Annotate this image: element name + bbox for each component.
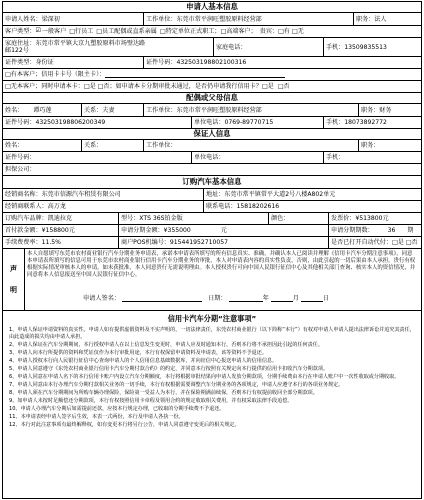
car-color-label: 颜色：	[271, 215, 290, 222]
loan-amount-value[interactable]: ¥355000	[163, 227, 191, 234]
vehicle-section-title-text: 订购汽车基本信息	[182, 176, 242, 186]
spouse-id-number-value[interactable]: 432503198806200349	[35, 119, 106, 126]
applicant-id-number-value[interactable]: 432503198802100316	[176, 59, 247, 66]
id-type	[3, 57, 143, 68]
signature-blank[interactable]	[122, 296, 202, 302]
guarantor-relation	[81, 140, 143, 151]
notice-item: 9、如申请人未按时足额偿还分期款项，本行有权按照信用卡章程及领用合约的规定收取相关费用，并有权采取法律手段追偿。	[9, 397, 293, 404]
installment-term-unit: 期	[407, 227, 414, 234]
notice-item: 1、申请人保证申请资料的真实性。申请人如有提供虚假资料及不实声明的，一切法律责任，东莞农村商业银行（以下简称“本行”）有权对申请人申请人提出法律诉讼并追究其责任，由此造成的损失均由申请人承担。	[9, 327, 415, 340]
installment-term-label: 申请分期期数：	[331, 227, 374, 234]
declaration-label-bottom: 明	[10, 285, 17, 294]
dealer-address	[203, 189, 421, 200]
applicant-mobile	[323, 38, 421, 56]
home-phone	[213, 38, 323, 56]
guarantor-position-label: 职务：	[361, 142, 380, 149]
applicant-name-label: 申请人姓名：	[5, 15, 42, 23]
spouse-row-2	[3, 117, 421, 129]
guarantor-section-title	[3, 129, 421, 140]
down-payment	[3, 225, 118, 236]
car-brand-value[interactable]: 凯迪拉克	[47, 215, 73, 222]
applicant-name-value[interactable]: 梁深初	[41, 15, 60, 23]
vehicle-row-1	[3, 189, 421, 201]
vehicle-row-4	[3, 225, 421, 237]
spouse-position	[358, 104, 421, 116]
spouse-relation-value[interactable]: 夫妻	[102, 106, 115, 114]
signature-label: 申请人签名：	[83, 294, 121, 302]
guarantee-company-label: 担保公司：	[5, 166, 36, 173]
date-month-blank[interactable]	[271, 296, 293, 302]
guarantor-employer	[143, 140, 358, 151]
client-type-option-family[interactable]: □员工配偶或直系亲属	[96, 28, 157, 35]
client-type-option-general: 一般客户	[41, 28, 67, 35]
car-model-label: 型号：	[121, 215, 140, 222]
dealer-contact-value[interactable]: 高万龙	[47, 203, 66, 210]
home-phone-label: 家庭电话：	[216, 43, 247, 51]
dealer-name-value[interactable]: 东莞市信源汽车租赁有限公司	[41, 191, 121, 198]
date-year-blank[interactable]	[229, 296, 263, 302]
applicant-name	[3, 13, 143, 25]
spouse-mobile	[323, 117, 421, 128]
spouse-employer-value[interactable]: 东莞市常平润旺塑胶原料经营部	[176, 106, 262, 114]
applicant-row-3	[3, 38, 421, 57]
fee-rate-value[interactable]: 11.5%	[41, 239, 61, 246]
notice-item: 4、申请人授权本行向人民银行征信中心查询申请人的个人信用信息基础数据库，并向征信中心报送申请人的信用信息。	[9, 357, 278, 364]
invoice-price	[328, 213, 421, 224]
spouse-position-value[interactable]: 财务	[379, 106, 392, 114]
loan-amount-unit: 元	[220, 227, 227, 234]
vip-no-option[interactable]: □无	[291, 28, 304, 35]
checked-box-icon[interactable]: ☑	[35, 27, 41, 35]
pos-number	[118, 237, 328, 248]
id-type-value[interactable]: 身份证	[35, 59, 54, 66]
invoice-price-label: 发票价：	[331, 215, 356, 222]
down-payment-label: 首付款金额：	[5, 227, 42, 234]
existing-card	[3, 69, 421, 80]
guarantor-relation-label: 关系：	[84, 142, 103, 149]
car-brand	[3, 213, 118, 224]
car-color	[268, 213, 328, 224]
guarantor-position	[358, 140, 421, 151]
invoice-price-value[interactable]: ¥513800元	[355, 215, 389, 222]
guarantor-employer-label: 工作单位：	[146, 142, 177, 149]
applicant-section-title-text: 申请人基本信息	[186, 2, 238, 11]
spouse-employer	[143, 104, 358, 116]
guarantor-id-number-label: 证件号码：	[5, 154, 36, 161]
car-model	[118, 213, 268, 224]
spouse-section-title-text: 配偶或父母信息	[186, 93, 238, 102]
home-address	[3, 38, 213, 56]
declaration-signature-line	[83, 295, 329, 302]
applicant-row-5	[3, 69, 421, 81]
fee-rate-label: 手续费费率：	[5, 239, 42, 246]
spouse-relation-label: 关系：	[84, 106, 103, 114]
applicant-id-number-label: 证件号码：	[146, 59, 177, 66]
applicant-mobile-value[interactable]: 13509835513	[344, 43, 387, 51]
loan-amount-label: 申请分期金额：	[121, 227, 164, 234]
date-day-blank[interactable]	[301, 296, 323, 302]
spouse-name-value[interactable]: 谭巧莲	[33, 106, 52, 114]
car-brand-label: 订购汽车品牌：	[5, 215, 48, 222]
applicant-row-2	[3, 26, 421, 38]
applicant-row-4	[3, 57, 421, 69]
applicant-employer-value[interactable]: 东莞市常平润旺塑胶原料经营部	[176, 15, 262, 23]
date-month-label: 月	[292, 294, 299, 302]
notice-item: 6、申请人同意在申请人名下的本行信用卡账户内设立汽车分期额度，本行将根据审批结果向申请人发放分期款项，分期手续费由本行在申请人账户中一次性收取或分期收取。	[9, 373, 400, 380]
spouse-employer-label: 工作单位：	[146, 106, 177, 114]
card-number-blank[interactable]	[105, 72, 285, 78]
applicant-position	[353, 13, 421, 25]
applicant-employer	[143, 13, 353, 25]
guarantor-row-3	[3, 164, 421, 176]
guarantor-row-2	[3, 152, 421, 164]
auto-pay-label: 是否已打开自动代付：	[331, 239, 392, 246]
guarantor-row-1	[3, 140, 421, 152]
guarantor-id-number	[3, 152, 191, 163]
notice-section	[3, 312, 421, 500]
notice-item: 3、申请人向本行所提供的资料和凭证仅作为本行审批用途，本行有权保留申请资料及申请表，该等资料不予退还。	[9, 349, 267, 356]
new-card-no-option[interactable]: □否	[277, 83, 290, 90]
home-address-value[interactable]: 东莞市常平镇大京九塑胶原料市场璧达路	[35, 40, 146, 47]
notice-item: 8、申请人须在汽车分期期间为所购车辆办理保险，保险第一受益人为本行，并在保险期满前续保，否则本行有权提前收回全部分期款项。	[9, 389, 318, 396]
spouse-mobile-label: 手机：	[326, 119, 345, 126]
guarantor-work-phone-label: 单位电话：	[194, 154, 225, 161]
client-type-option-unit[interactable]: □特定单位正式职工	[159, 28, 215, 35]
applicant-position-label: 职务：	[356, 15, 375, 23]
guarantor-name	[3, 140, 81, 151]
guarantor-section-title-text: 保证人信息	[193, 129, 231, 138]
guarantor-mobile-label: 手机：	[326, 154, 345, 161]
vip-yes-option[interactable]: 贵宾：□有	[259, 28, 290, 35]
dealer-name	[3, 189, 203, 200]
spouse-relation	[81, 104, 143, 116]
notice-item: 5、申请人同意遵守《东莞农村商业银行信用卡汽车分期付款合约》的约定，并同意本行按照有关规定向本行提供的信用卡扣收汽车分期款项。	[9, 365, 329, 372]
dealer-address-label: 地址：	[206, 191, 225, 198]
spouse-position-label: 职务：	[361, 106, 380, 114]
installment-term-value[interactable]: 36	[387, 227, 396, 234]
dealer-phone	[203, 201, 421, 212]
loan-amount	[118, 225, 328, 236]
home-address-value-line2[interactable]: 邮122号	[5, 47, 29, 54]
applicant-employer-label: 工作单位：	[146, 15, 177, 23]
id-type-label: 证件类型：	[5, 59, 36, 66]
car-model-value[interactable]: XTS 36S铂金版	[139, 215, 183, 222]
dealer-contact	[3, 201, 203, 212]
notice-item: 7、申请人同意由本行办理汽车分期付款相关业务的一切手续，本行有权根据需要调整汽车分期业务的各项规定，申请人应遵守本行的各项业务规定。	[9, 381, 344, 388]
declaration-text: 本人自愿填写东莞市农村商业银行汽车分期业务申请表，承诺本申请表所填写的所有信息真实、准确，并确认本人已阅读并理解《信用卡汽车分期注意事项》，同意本申请表所填写的信息可用于东莞市农村商业银行信用卡汽车分期业务的审批，本人对申请表内容的真实性负责，否则，由此引起的一切后果由本人承担。贵行有权根据实际情况审核本人的申请，如未获批准，本人同意贵行无需说明理由。本人授权贵行可向中国人民银行征信中心及其他相关部门查询、核实本人的资信情况，并同意将本人信息报送至中国人民银行征信中心。	[27, 251, 416, 279]
pos-number-value[interactable]: 915441952710057	[169, 239, 229, 246]
spouse-mobile-value[interactable]: 18073892772	[344, 119, 387, 126]
guarantor-name-label: 姓名：	[5, 142, 24, 149]
date-year-label: 年	[262, 294, 269, 302]
fee-rate	[3, 237, 118, 248]
notice-title: 信用卡汽车分期“注意事项”	[167, 314, 257, 323]
vehicle-row-3	[3, 213, 421, 225]
existing-card-label[interactable]: □有本客户；信用卡卡号（限主卡）：	[5, 71, 106, 78]
new-card	[3, 81, 421, 92]
applicant-row-6	[3, 81, 421, 93]
client-type	[3, 26, 421, 37]
guarantor-mobile	[323, 152, 421, 163]
vehicle-row-2	[3, 201, 421, 213]
guarantee-company	[3, 164, 421, 175]
dealer-phone-value[interactable]: 15818202616	[236, 203, 280, 210]
home-address-label: 家庭住址：	[5, 40, 36, 47]
vehicle-section-title	[3, 176, 421, 189]
spouse-id-number	[3, 117, 191, 128]
auto-pay-no-option[interactable]: □否	[405, 239, 418, 246]
spouse-work-phone-value[interactable]: 0769-89770715	[224, 119, 274, 126]
notice-item: 12、本行对此注意事项有最终解释权，如有变更本行将另行公告，申请人同意遵守变更后的相关规定。	[9, 421, 240, 428]
spouse-row-1	[3, 104, 421, 117]
declaration-block	[3, 249, 421, 311]
spouse-work-phone-label: 单位电话：	[194, 119, 225, 126]
spouse-name-label: 姓名：	[5, 106, 24, 114]
client-tier-option[interactable]: ；□高端客户；	[214, 28, 257, 35]
declaration-label	[3, 249, 25, 310]
auto-pay-yes-option[interactable]: □是	[391, 239, 404, 246]
vehicle-row-5	[3, 237, 421, 249]
dealer-name-label: 经销商名称：	[5, 191, 42, 198]
installment-term	[328, 225, 421, 236]
date-day-label: 日	[322, 294, 330, 302]
applicant-section-title	[3, 2, 421, 13]
pos-number-label: 商户POS机编号：	[121, 239, 170, 246]
guarantor-work-phone	[191, 152, 323, 163]
notice-item: 10、申请人办理汽车分期后如需提前还款，应按本行规定办理，已收取的分期手续费不予退还。	[9, 405, 225, 412]
spouse-id-number-label: 证件号码：	[5, 119, 36, 126]
auto-pay	[328, 237, 421, 248]
dealer-phone-label: 联系电话：	[206, 203, 237, 210]
client-type-option-staff[interactable]: □行员工	[69, 28, 94, 35]
notice-item: 11、本申请表经申请人签字后生效，本表一式两份，本行及申请人各执一份。	[9, 413, 184, 420]
date-label: 日期：	[208, 294, 227, 302]
spouse-section-title	[3, 93, 421, 104]
spouse-work-phone	[191, 117, 323, 128]
declaration-label-top: 声	[10, 265, 17, 274]
application-form	[2, 1, 422, 499]
dealer-contact-label: 经销商联系人：	[5, 203, 48, 210]
spouse-name	[3, 104, 81, 116]
dealer-address-value[interactable]: 东莞市常平镇常平大道2号八楼A802单元	[224, 191, 336, 198]
applicant-id-number	[143, 57, 421, 68]
applicant-mobile-label: 手机：	[326, 43, 345, 51]
applicant-position-value[interactable]: 法人	[374, 15, 387, 23]
client-type-label: 客户类型：	[5, 28, 36, 35]
applicant-row-1	[3, 13, 421, 26]
notice-item: 2、申请人保证在汽车分期期间，本行授权申请人在以上信息发生变更时，申请人应及时通知本行，否则本行将不承担因此引起的任何责任。	[9, 341, 323, 348]
new-card-label[interactable]: □无本客户；同时申请本卡：□是 □否；如申请本卡分期审批未通过，是否仍申请我行信用卡？□是	[5, 83, 274, 90]
down-payment-value[interactable]: ¥158800元	[41, 227, 75, 234]
